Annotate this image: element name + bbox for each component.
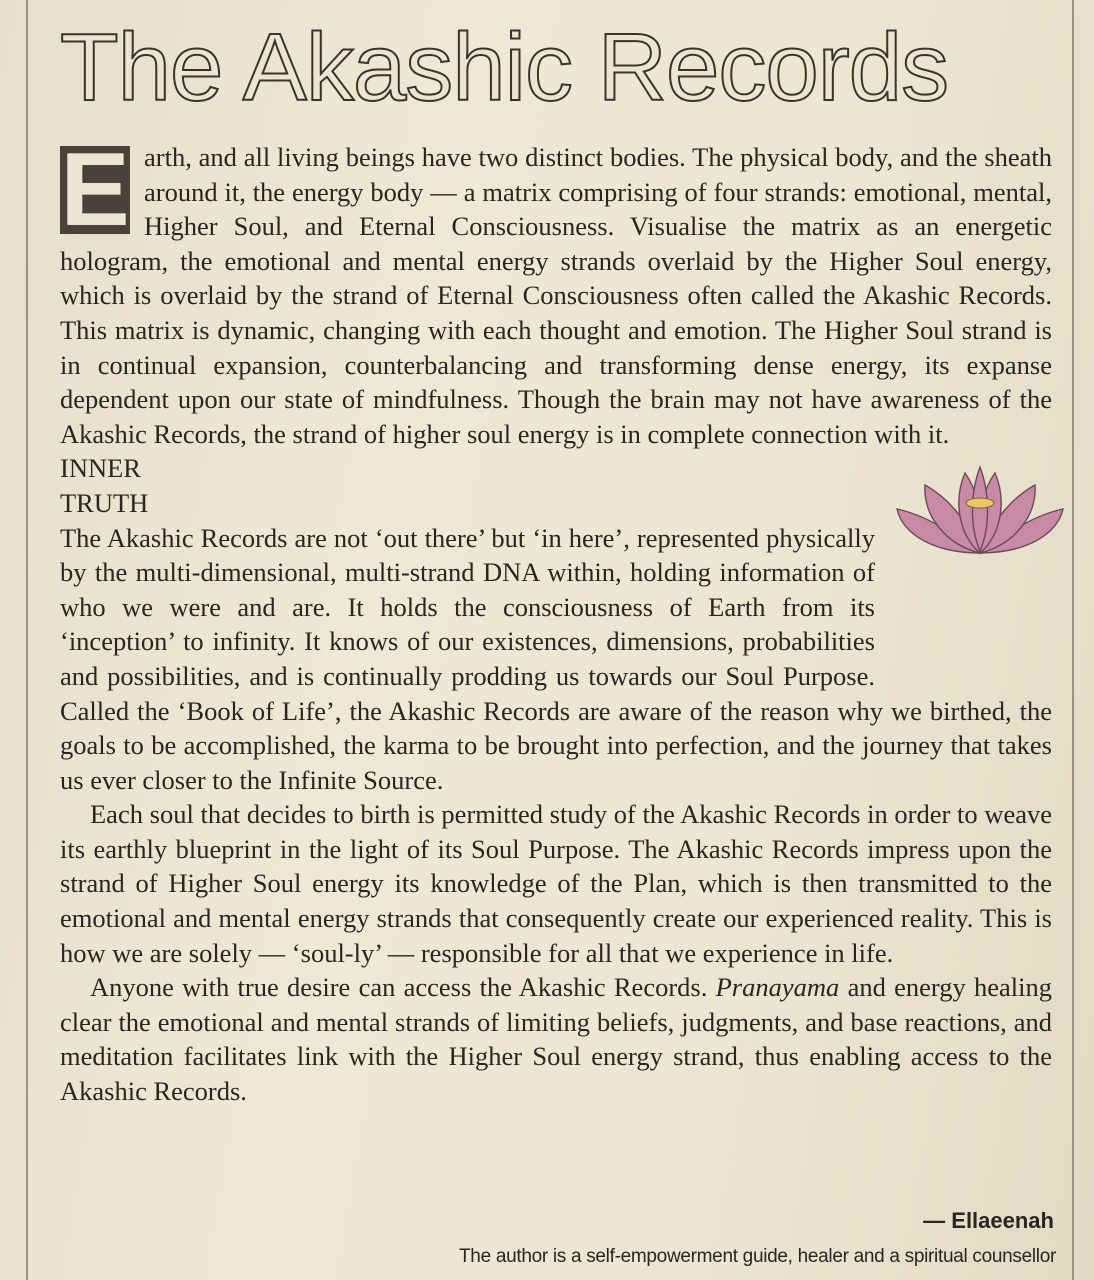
- paragraph-4: [60, 970, 1052, 1108]
- paragraph-1-text: arth, and all living beings have two distinct bodies. The physical body, and the sheath around it, the energy body — a matrix comprising of four strands: emotional, mental, Higher Soul, and Eternal Consciousness. Visualise the matrix as an energetic hologram, the emotional and mental energy strands overlaid by the Higher Soul energy, which is overlaid by the strand of Eternal Consciousness often called the Akashic Records. This matrix is dynamic, changing with each thought and emotion. The Higher Soul strand is in continual expansion, counterbalancing and transforming dense energy, its expanse dependent upon our state of mindfulness. Though the brain may not have awareness of the Akashic Records, the strand of higher soul energy is in complete connection with it.: [60, 142, 1052, 449]
- logo-line-1: INNER: [60, 453, 141, 484]
- paragraph-1: [60, 132, 1052, 451]
- drop-cap: [60, 132, 130, 248]
- author-bio: The author is a self-empowerment guide, healer and a spiritual counsellor: [459, 1246, 1056, 1267]
- drop-cap-letter: E: [60, 132, 130, 248]
- paragraph-2-text: The Akashic Records are not ‘out there’ but ‘in here’, represented physically by the multi-dimensional, multi-strand DNA within, holding information of who we were and are. It holds the consciousness of Earth from its ‘inception’ to infinity. It knows of our existences, dimensions, probabilities and possibilities, and is continually prodding us towards our Soul Purpose. Called the ‘Book of Life’, the Akashic Records are aware of the reason why we birthed, the goals to be accomplished, the karma to be brought into perfection, and the journey that takes us ever closer to the Infinite Source.: [60, 522, 1052, 795]
- column-rule-right: [1072, 0, 1074, 1280]
- author-byline: — Ellaeenah: [923, 1208, 1054, 1233]
- article-body: [60, 132, 1052, 1109]
- paragraph-4-end: and energy healing clear the emotional and mental strands of limiting beliefs, judgments, and base reactions, and meditation facilitates link with the Higher Soul energy strand, thus enabling access to the Akashic Records.: [60, 972, 1052, 1107]
- paragraph-3: Each soul that decides to birth is permitted study of the Akashic Records in order to weave its earthly blueprint in the light of its Soul Purpose. The Akashic Records impress upon the strand of Higher Soul energy its knowledge of the Plan, which is then transmitted to the emotional and mental energy strands that consequently create our experienced reality. This is how we are solely — ‘soul-ly’ — responsible for all that we experience in life.: [60, 799, 1052, 968]
- lotus-icon: [895, 465, 1065, 557]
- paragraph-4-italic: Pranayama: [715, 972, 840, 1003]
- column-rule-left: [26, 0, 28, 1280]
- column-logo: [887, 465, 1072, 661]
- logo-line-2: TRUTH: [60, 487, 149, 518]
- paragraph-4-start: Anyone with true desire can access the Akashic Records.: [90, 972, 708, 1003]
- article-title: The Akashic Records: [60, 14, 949, 121]
